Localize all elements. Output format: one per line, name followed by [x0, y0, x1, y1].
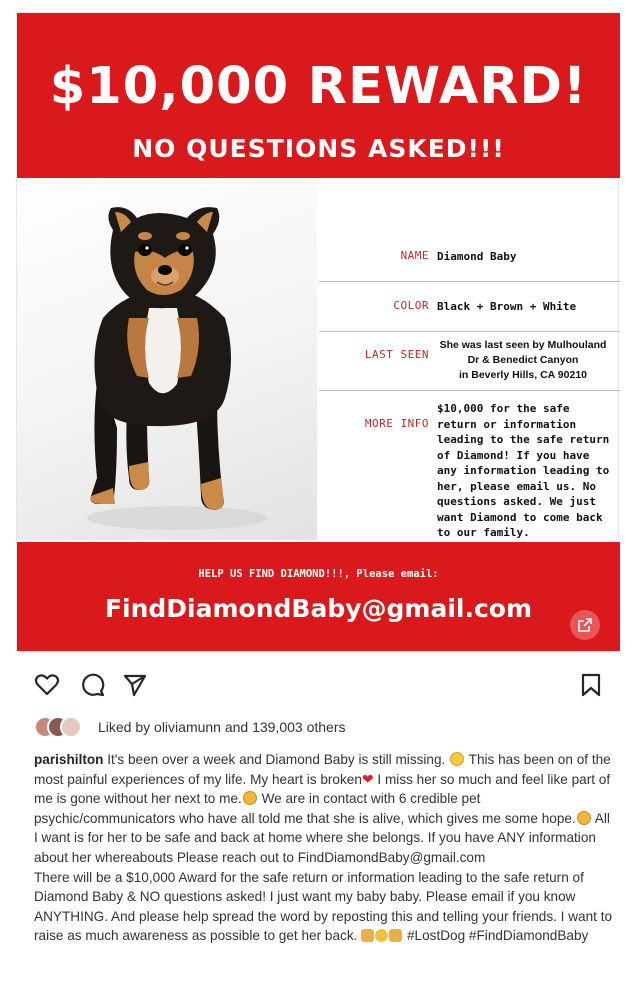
caption-hashtags[interactable]: #LostDog #FindDiamondBaby [403, 928, 589, 944]
pleading-face-icon [375, 929, 388, 942]
reward-banner [17, 13, 620, 178]
divider [319, 390, 620, 391]
detail-value-line: her, please email us. No [437, 479, 596, 493]
caption-text: It's been over a week and Diamond Baby is still missing. [103, 752, 450, 767]
pleading-face-icon [577, 811, 591, 825]
divider [319, 331, 620, 332]
detail-value-line: want Diamond to come back [437, 510, 603, 524]
broken-heart-icon: ❤ [361, 770, 374, 787]
detail-value-line: She was last seen by Mulhouland [439, 339, 607, 351]
detail-value-line: $10,000 for the safe [437, 402, 570, 415]
detail-value-line: leading to the safe return [437, 433, 610, 446]
send-icon[interactable] [122, 672, 148, 698]
detail-label: NAME [400, 249, 429, 262]
likes-row [34, 716, 614, 740]
reward-poster-image [16, 12, 619, 652]
crying-face-icon [450, 752, 464, 766]
contact-banner [17, 542, 620, 651]
detail-value-line: questions asked. We just [437, 495, 596, 508]
detail-value: Black + Brown + White [437, 300, 577, 313]
detail-label: MORE INFO [364, 417, 429, 430]
watermark [0, 972, 180, 983]
detail-value-line: Dr & Benedict Canyon [467, 354, 579, 366]
liker-avatars[interactable] [34, 716, 94, 738]
avatar [60, 716, 82, 738]
detail-label: COLOR [393, 299, 429, 312]
likes-count[interactable]: Liked by oliviamunn and 139,003 others [98, 719, 346, 735]
caption-text: This has been on of the most painful experiences of my life. My heart is broken [34, 752, 611, 787]
external-link-icon[interactable] [570, 610, 600, 640]
caption-paragraph [34, 750, 614, 868]
bookmark-icon[interactable] [578, 672, 604, 698]
help-text: HELP US FIND DIAMOND!!!, Please email: [198, 568, 439, 580]
caption-text: All I want is for her to be safe and back at home where she belongs. If you have ANY information about her whereabouts Please reach out to FindDiamondBaby@gmail.com [34, 810, 610, 865]
praying-hands-icon [389, 929, 402, 942]
dog-details-panel [319, 178, 620, 540]
caption-text: I miss her so much and feel like part of me is gone without her next to me. [34, 771, 611, 807]
caption-text: There will be a $10,000 Award for the safe return or information leading to the safe return of Diamond Baby & NO questions asked! I just want my baby baby. Please email if you know ANYTHING. And please help spread the word by reposting this and telling your friends. I want to raise as much awareness as possible to get her back. [34, 869, 613, 944]
post-caption [34, 750, 614, 946]
detail-label: LAST SEEN [364, 348, 429, 361]
post-action-bar [0, 664, 634, 704]
sad-face-icon [243, 791, 257, 805]
caption-text: We are in contact with 6 credible pet psychic/communicators who have all told me that she is alive, which gives me some hope. [34, 791, 576, 826]
detail-value-line: of Diamond! If you have [437, 448, 590, 462]
reward-headline: $10,000 REWARD! [49, 57, 588, 116]
detail-value-line: in Beverly Hills, CA 90210 [458, 369, 587, 381]
caption-username[interactable]: parishilton [34, 752, 104, 767]
heart-icon[interactable] [34, 672, 60, 698]
dog-photo [17, 178, 317, 540]
detail-value-line: to our family. [437, 526, 530, 539]
contact-email: FindDiamondBaby@gmail.com [104, 594, 533, 623]
detail-value-line: return or information [437, 417, 577, 431]
caption-paragraph [34, 868, 614, 946]
detail-value [437, 338, 609, 383]
detail-value: Diamond Baby [437, 250, 517, 263]
detail-value [437, 401, 617, 541]
comment-icon[interactable] [80, 672, 106, 698]
no-questions-subheadline: NO QUESTIONS ASKED!!! [132, 134, 505, 163]
divider [319, 281, 620, 282]
detail-value-line: any information leading to [437, 464, 610, 477]
dog-icon [361, 929, 374, 942]
